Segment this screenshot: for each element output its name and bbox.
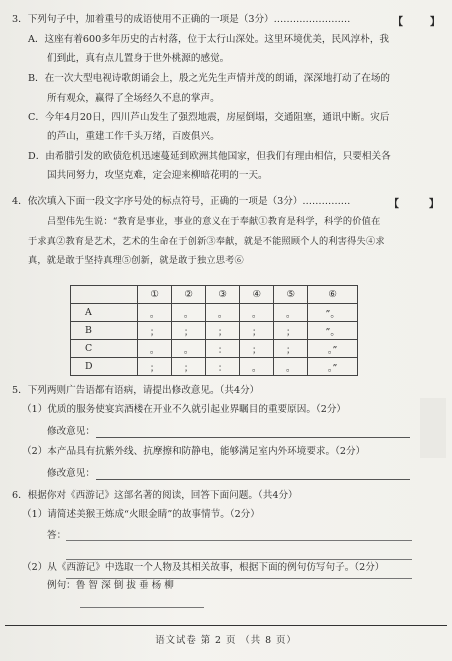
q3-option-d-line1: D．由希腊引发的欧债危机迅速蔓延到欧洲其他国家，但我们有理由相信，只要相关各 [28,151,391,162]
footer-divider [5,625,447,626]
table-cell: 。 [138,340,172,358]
table-cell: ； [206,322,240,340]
q6-answer-label: 答： [47,530,67,541]
q3-option-a-line1: A．这座有着600多年历史的古村落，位于太行山深处。这里环境优美，民风淳朴，我 [28,34,390,45]
table-cell: ： [206,340,240,358]
table-cell: ： [206,358,240,376]
table-cell: C [71,340,138,358]
q3-bracket-open: 【 [393,17,403,28]
table-cell: 。 [172,304,206,322]
q3-option-c-line1: C．今年4月20日，四川芦山发生了强烈地震，房屋倒塌，交通阻塞，通讯中断。灾后 [28,112,390,123]
table-cell: ； [172,358,206,376]
table-cell: D [71,358,138,376]
q6-answer-line-3[interactable] [66,578,412,579]
table-header-cell: ② [172,286,206,304]
table-cell: 。 [240,358,274,376]
q5-fix-line-1[interactable] [96,437,410,438]
table-cell: ； [172,322,206,340]
q3-option-d-line2: 国共同努力，攻坚克难，定会迎来柳暗花明的一天。 [47,170,268,181]
table-header-cell: ④ [240,286,274,304]
q6-answer-line-1[interactable] [66,540,412,541]
page-footer: 语文试卷 第 2 页 （共 8 页） [155,635,297,646]
table-cell: B [71,322,138,340]
scan-shadow [420,398,446,458]
table-cell: ； [274,322,308,340]
table-cell: 。 [138,304,172,322]
q3-stem: 3．下列句子中，加着重号的成语使用不正确的一项是（3分）…………………… [12,14,351,25]
punctuation-table [70,285,358,376]
q6-answer-line-2[interactable] [66,559,412,560]
q4-passage-line1: 吕型伟先生说：“教育是事业，事业的意义在于奉献①教育是科学，科学的价值在 [47,216,381,227]
table-row [71,340,358,358]
q4-bracket-close: 】 [429,199,439,210]
table-row [71,322,358,340]
table-cell: 。 [274,304,308,322]
q3-option-b-line2: 所有观众，赢得了全场经久不息的掌声。 [47,93,220,104]
table-cell: 。 [206,304,240,322]
q4-passage-line3: 真，就是敢于坚持真理⑤创新，就是敢于独立思考⑥ [28,255,244,266]
q5-fix-label-2: 修改意见： [47,468,95,479]
table-cell: A [71,304,138,322]
table-header-cell: ⑤ [274,286,308,304]
table-header-cell: ① [138,286,172,304]
table-cell: ； [240,340,274,358]
table-row [71,358,358,376]
q3-option-b-line1: B．在一次大型电视诗歌朗诵会上，殷之光先生声情并茂的朗诵，深深地打动了在场的 [28,73,391,84]
table-cell: 。 [240,304,274,322]
table-cell: ； [274,340,308,358]
q4-passage-line2: 于求真②教育是艺术，艺术的生命在于创新③奉献，就是不能照顾个人的利害得失④求 [28,236,385,247]
table-cell: 。 [274,358,308,376]
table-cell: ； [138,358,172,376]
table-cell: ； [138,322,172,340]
q3-option-c-line2: 的芦山，重建工作千头万绪，百废俱兴。 [47,131,220,142]
q6-stem: 6．根据你对《西游记》这部名著的阅读，回答下面问题。（共4分） [12,490,298,501]
q3-option-a-line2: 们到此，真有点儿置身于世外桃源的感觉。 [47,53,230,64]
table-row [71,304,358,322]
q6-imitation-line[interactable] [80,607,204,608]
q3-bracket-close: 】 [430,17,440,28]
q6-sentence-1: （1）请简述美猴王炼成“火眼金睛”的故事情节。（2分） [22,509,260,520]
q4-stem: 4．依次填入下面一段文字序号处的标点符号，正确的一项是（3分）…………… [12,196,351,207]
q5-stem: 5．下列两则广告语都有语病，请提出修改意见。（共4分） [12,385,260,396]
table-header-cell [71,286,138,304]
table-cell: ”。 [308,322,358,340]
table-cell: ； [240,322,274,340]
table-header-row [71,286,358,304]
table-cell: 。” [308,340,358,358]
q5-sentence-2: （2）本产品具有抗紫外线、抗摩擦和防静电，能够满足室内外环境要求。（2分） [22,446,366,457]
q5-sentence-1: （1）优质的服务使宴宾酒楼在开业不久就引起业界瞩目的重要原因。（2分） [22,404,347,415]
table-cell: 。 [172,340,206,358]
table-cell: ”。 [308,304,358,322]
table-header-cell: ③ [206,286,240,304]
table-header-cell: ⑥ [308,286,358,304]
q5-fix-line-2[interactable] [96,479,410,480]
q5-fix-label-1: 修改意见： [47,426,95,437]
q4-bracket-open: 【 [389,199,399,210]
table-cell: 。” [308,358,358,376]
q6-sentence-2: （2）从《西游记》中选取一个人物及其相关故事，根据下面的例句仿写句子。（2分） [22,562,385,573]
q6-example: 例句：鲁 智 深 倒 拔 垂 杨 柳 [47,580,174,591]
